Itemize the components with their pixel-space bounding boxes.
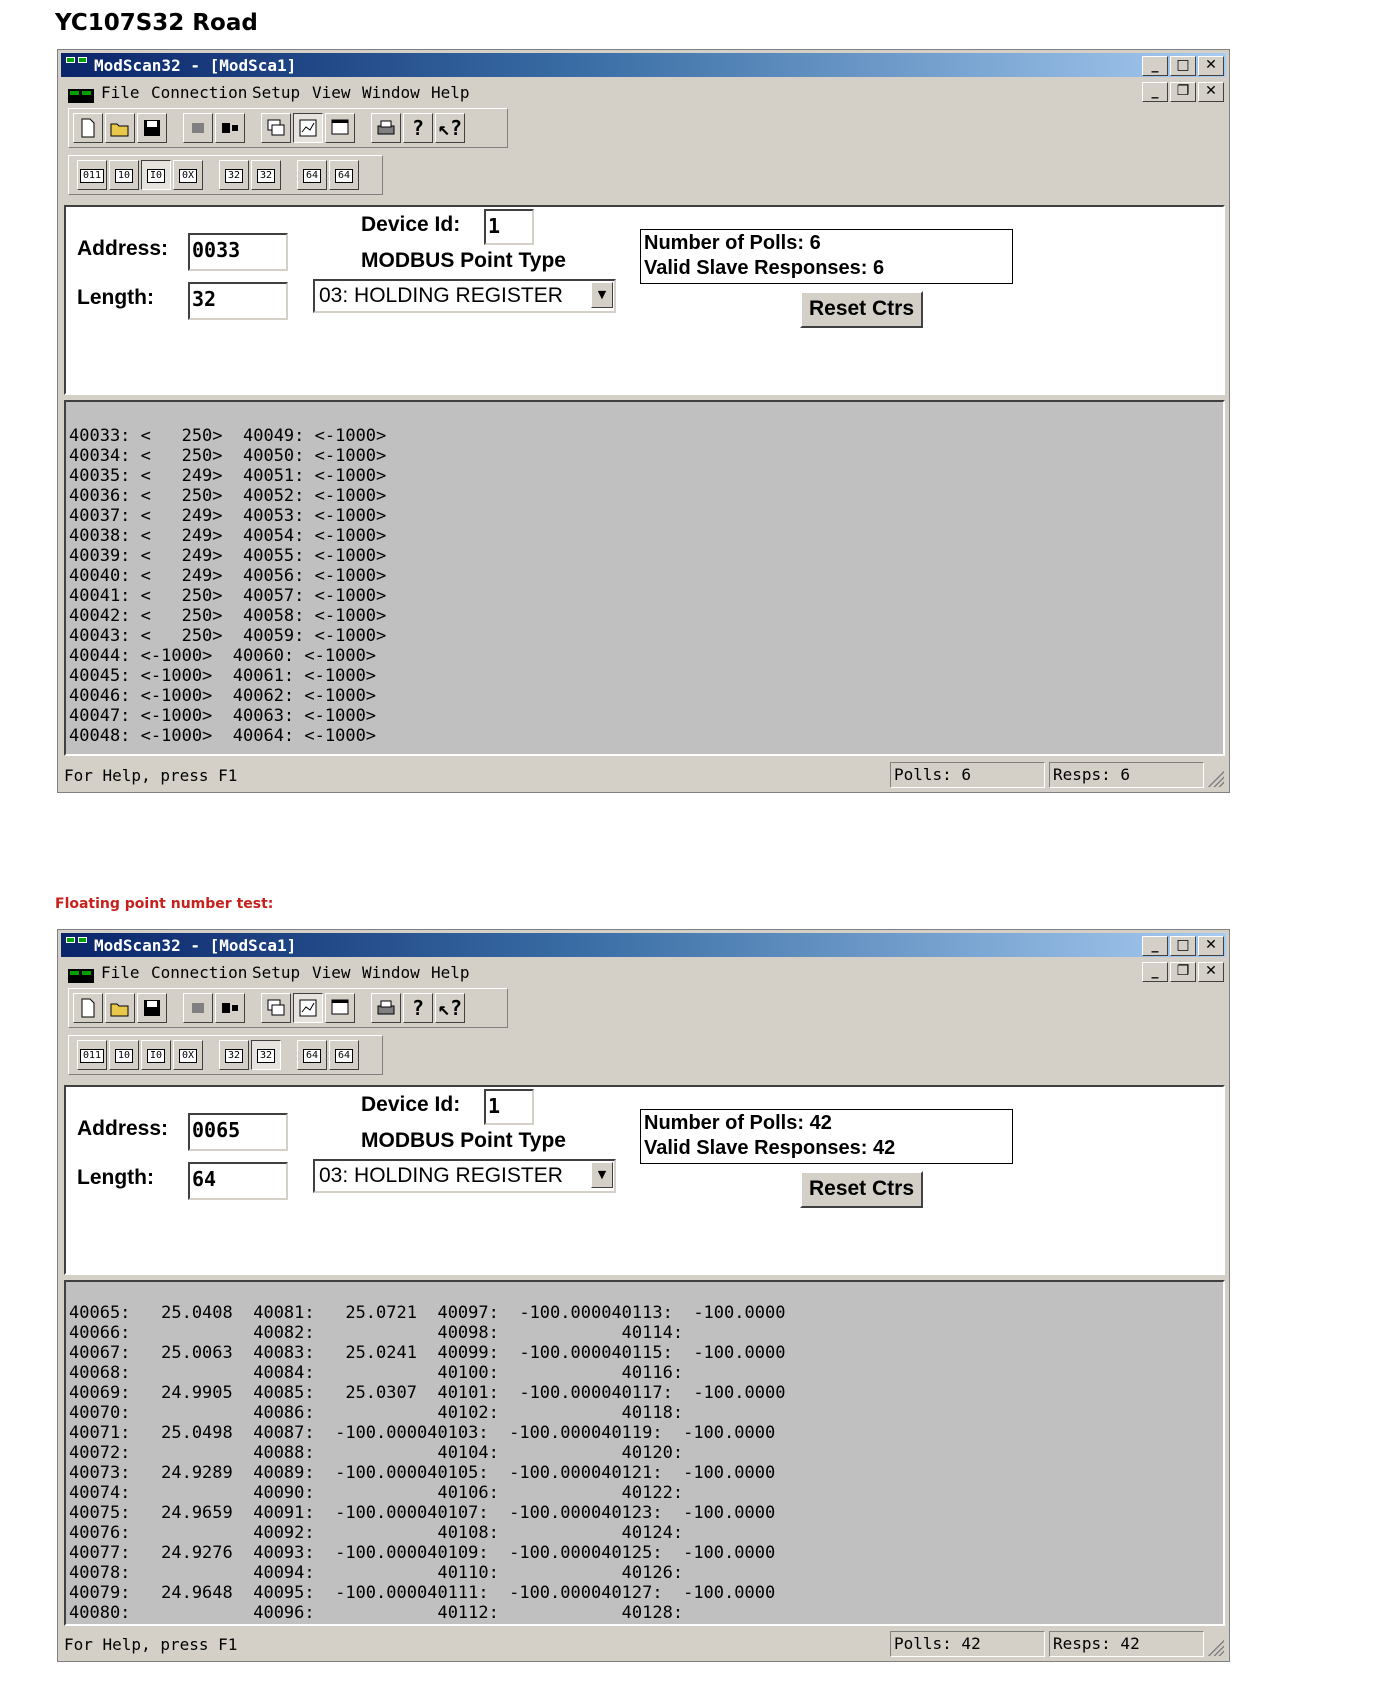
status-resps: Resps: 6 (1049, 762, 1204, 788)
length-label: Length: (77, 286, 154, 309)
register-line: 40069: 24.9905 40085: 25.0307 40101: -100.000040117: -100.0000 (69, 1383, 786, 1403)
poll-counters (640, 1109, 1013, 1164)
register-line: 40075: 24.9659 40091: -100.000040107: -100.000040123: -100.0000 (69, 1503, 776, 1523)
context-help-icon[interactable]: ↖? (435, 113, 465, 143)
print-icon[interactable] (371, 993, 401, 1023)
title-bar[interactable] (61, 933, 1226, 957)
register-line: 40037: < 249> 40053: <-1000> (69, 506, 387, 526)
section-label: Floating point number test: (55, 896, 274, 912)
address-label: Address: (77, 1117, 169, 1140)
close-button[interactable]: ✕ (1198, 56, 1224, 76)
document-icon (68, 89, 94, 103)
help-icon[interactable]: ? (403, 993, 433, 1023)
menu-file[interactable]: File (101, 963, 140, 982)
point-type-select[interactable]: 03: HOLDING REGISTER ▼ (313, 279, 616, 313)
polls-count: Number of Polls: 6 (644, 232, 821, 254)
main-toolbar (68, 108, 508, 148)
status-bar (61, 761, 1226, 789)
register-line: 40045: <-1000> 40061: <-1000> (69, 666, 377, 686)
format-float32-button[interactable]: 32 (219, 1040, 249, 1070)
format-decimal-button[interactable]: 10 (109, 1040, 139, 1070)
status-resps: Resps: 42 (1049, 1631, 1204, 1657)
app-icon (66, 57, 88, 71)
menu-window[interactable]: Window (362, 963, 420, 982)
register-line: 40047: <-1000> 40063: <-1000> (69, 706, 377, 726)
format-toolbar (68, 155, 383, 195)
point-type-label: MODBUS Point Type (361, 249, 566, 272)
format-float32-swapped-button[interactable]: 32 (251, 1040, 281, 1070)
window-icon[interactable] (325, 113, 355, 143)
format-double64-button[interactable]: 64 (297, 160, 327, 190)
register-line: 40068: 40084: 40100: 40116: (69, 1363, 684, 1383)
app-icon (66, 937, 88, 951)
register-line: 40040: < 249> 40056: <-1000> (69, 566, 387, 586)
device-id-input[interactable]: 1 (484, 1089, 534, 1125)
register-line: 40046: <-1000> 40062: <-1000> (69, 686, 377, 706)
address-input[interactable]: 0033 (188, 233, 288, 271)
display-icon[interactable] (261, 993, 291, 1023)
help-icon[interactable]: ? (403, 113, 433, 143)
format-float32-button[interactable]: 32 (219, 160, 249, 190)
mdi-restore-button[interactable]: ❐ (1170, 962, 1196, 982)
print-icon[interactable] (371, 113, 401, 143)
register-line: 40079: 24.9648 40095: -100.000040111: -100.000040127: -100.0000 (69, 1583, 776, 1603)
responses-count: Valid Slave Responses: 6 (644, 257, 885, 279)
menu-connection[interactable]: Connection (151, 83, 248, 102)
register-data-pane (64, 1280, 1225, 1626)
format-double64-button[interactable]: 64 (297, 1040, 327, 1070)
register-line: 40033: < 250> 40049: <-1000> (69, 426, 387, 446)
format-hex-button[interactable]: 0X (173, 1040, 203, 1070)
modscan-window-1 (57, 49, 1230, 793)
status-polls: Polls: 42 (890, 1631, 1045, 1657)
register-line: 40038: < 249> 40054: <-1000> (69, 526, 387, 546)
address-label: Address: (77, 237, 169, 260)
device-id-label: Device Id: (361, 213, 461, 236)
address-input[interactable]: 0065 (188, 1113, 288, 1151)
menu-help[interactable]: Help (431, 963, 470, 982)
format-float32-swapped-button[interactable]: 32 (251, 160, 281, 190)
point-type-label: MODBUS Point Type (361, 1129, 566, 1152)
format-binary-button[interactable]: 011 (77, 160, 107, 190)
document-icon (68, 969, 94, 983)
modscan-window-2 (57, 929, 1230, 1662)
chart-icon[interactable] (293, 993, 323, 1023)
menu-setup[interactable]: Setup (252, 83, 301, 102)
window-title: ModScan32 - [ModSca1] (94, 56, 297, 75)
status-help-text: For Help, press F1 (64, 766, 238, 785)
maximize-button[interactable]: □ (1170, 936, 1196, 956)
disconnect-icon[interactable] (215, 993, 245, 1023)
chevron-down-icon[interactable]: ▼ (591, 282, 613, 308)
window-icon[interactable] (325, 993, 355, 1023)
menu-view[interactable]: View (312, 963, 351, 982)
register-line: 40044: <-1000> 40060: <-1000> (69, 646, 377, 666)
context-help-icon[interactable]: ↖? (435, 993, 465, 1023)
length-input[interactable]: 32 (188, 282, 288, 320)
format-toolbar (68, 1035, 383, 1075)
menu-setup[interactable]: Setup (252, 963, 301, 982)
menu-view[interactable]: View (312, 83, 351, 102)
point-type-select[interactable]: 03: HOLDING REGISTER ▼ (313, 1159, 616, 1193)
poll-definition-panel (64, 205, 1225, 395)
register-line: 40036: < 250> 40052: <-1000> (69, 486, 387, 506)
menu-window[interactable]: Window (362, 83, 420, 102)
status-polls: Polls: 6 (890, 762, 1045, 788)
format-binary-button[interactable]: 011 (77, 1040, 107, 1070)
reset-counters-button[interactable]: Reset Ctrs (800, 291, 923, 328)
menu-bar (61, 959, 1226, 985)
window-title: ModScan32 - [ModSca1] (94, 936, 297, 955)
format-double64-swapped-button[interactable]: 64 (329, 1040, 359, 1070)
device-id-input[interactable]: 1 (484, 209, 534, 245)
new-file-icon[interactable] (73, 993, 103, 1023)
chevron-down-icon[interactable]: ▼ (591, 1162, 613, 1188)
register-line: 40073: 24.9289 40089: -100.000040105: -100.000040121: -100.0000 (69, 1463, 776, 1483)
register-line: 40042: < 250> 40058: <-1000> (69, 606, 387, 626)
register-line: 40067: 25.0063 40083: 25.0241 40099: -100.000040115: -100.0000 (69, 1343, 786, 1363)
minimize-button[interactable]: _ (1142, 56, 1168, 76)
menu-help[interactable]: Help (431, 83, 470, 102)
resize-grip-icon[interactable] (1208, 1640, 1224, 1656)
register-line: 40078: 40094: 40110: 40126: (69, 1563, 684, 1583)
device-id-label: Device Id: (361, 1093, 461, 1116)
connect-icon[interactable] (183, 113, 213, 143)
chart-icon[interactable] (293, 113, 323, 143)
register-line: 40071: 25.0498 40087: -100.000040103: -100.000040119: -100.0000 (69, 1423, 776, 1443)
status-help-text: For Help, press F1 (64, 1635, 238, 1654)
format-integer-button[interactable]: I0 (141, 1040, 171, 1070)
register-line: 40076: 40092: 40108: 40124: (69, 1523, 684, 1543)
maximize-button[interactable]: □ (1170, 56, 1196, 76)
new-file-icon[interactable] (73, 113, 103, 143)
mdi-restore-button[interactable]: ❐ (1170, 82, 1196, 102)
open-folder-icon[interactable] (105, 993, 135, 1023)
register-line: 40072: 40088: 40104: 40120: (69, 1443, 684, 1463)
format-hex-button[interactable]: 0X (173, 160, 203, 190)
format-double64-swapped-button[interactable]: 64 (329, 160, 359, 190)
display-icon[interactable] (261, 113, 291, 143)
register-data-pane (64, 400, 1225, 756)
disconnect-icon[interactable] (215, 113, 245, 143)
register-line: 40034: < 250> 40050: <-1000> (69, 446, 387, 466)
length-label: Length: (77, 1166, 154, 1189)
main-toolbar (68, 988, 508, 1028)
close-button[interactable]: ✕ (1198, 936, 1224, 956)
format-decimal-button[interactable]: 10 (109, 160, 139, 190)
register-line: 40035: < 249> 40051: <-1000> (69, 466, 387, 486)
save-icon[interactable] (137, 993, 167, 1023)
mdi-close-button[interactable]: ✕ (1198, 962, 1224, 982)
resize-grip-icon[interactable] (1208, 771, 1224, 787)
length-input[interactable]: 64 (188, 1162, 288, 1200)
register-line: 40048: <-1000> 40064: <-1000> (69, 726, 377, 746)
poll-definition-panel (64, 1085, 1225, 1275)
mdi-close-button[interactable]: ✕ (1198, 82, 1224, 102)
register-line: 40039: < 249> 40055: <-1000> (69, 546, 387, 566)
poll-counters (640, 229, 1013, 284)
menu-file[interactable]: File (101, 83, 140, 102)
save-icon[interactable] (137, 113, 167, 143)
register-line: 40077: 24.9276 40093: -100.000040109: -100.000040125: -100.0000 (69, 1543, 776, 1563)
register-line: 40080: 40096: 40112: 40128: (69, 1603, 684, 1623)
format-integer-button[interactable]: I0 (141, 160, 171, 190)
register-line: 40041: < 250> 40057: <-1000> (69, 586, 387, 606)
open-folder-icon[interactable] (105, 113, 135, 143)
status-bar (61, 1630, 1226, 1658)
connect-icon[interactable] (183, 993, 213, 1023)
minimize-button[interactable]: _ (1142, 936, 1168, 956)
page-heading: YC107S32 Road (55, 10, 258, 36)
menu-bar (61, 79, 1226, 105)
responses-count: Valid Slave Responses: 42 (644, 1137, 896, 1159)
menu-connection[interactable]: Connection (151, 963, 248, 982)
title-bar[interactable] (61, 53, 1226, 77)
register-line: 40066: 40082: 40098: 40114: (69, 1323, 684, 1343)
reset-counters-button[interactable]: Reset Ctrs (800, 1171, 923, 1208)
polls-count: Number of Polls: 42 (644, 1112, 832, 1134)
register-line: 40043: < 250> 40059: <-1000> (69, 626, 387, 646)
mdi-minimize-button[interactable]: _ (1142, 962, 1168, 982)
register-line: 40074: 40090: 40106: 40122: (69, 1483, 684, 1503)
register-line: 40065: 25.0408 40081: 25.0721 40097: -100.000040113: -100.0000 (69, 1303, 786, 1323)
mdi-minimize-button[interactable]: _ (1142, 82, 1168, 102)
register-line: 40070: 40086: 40102: 40118: (69, 1403, 684, 1423)
